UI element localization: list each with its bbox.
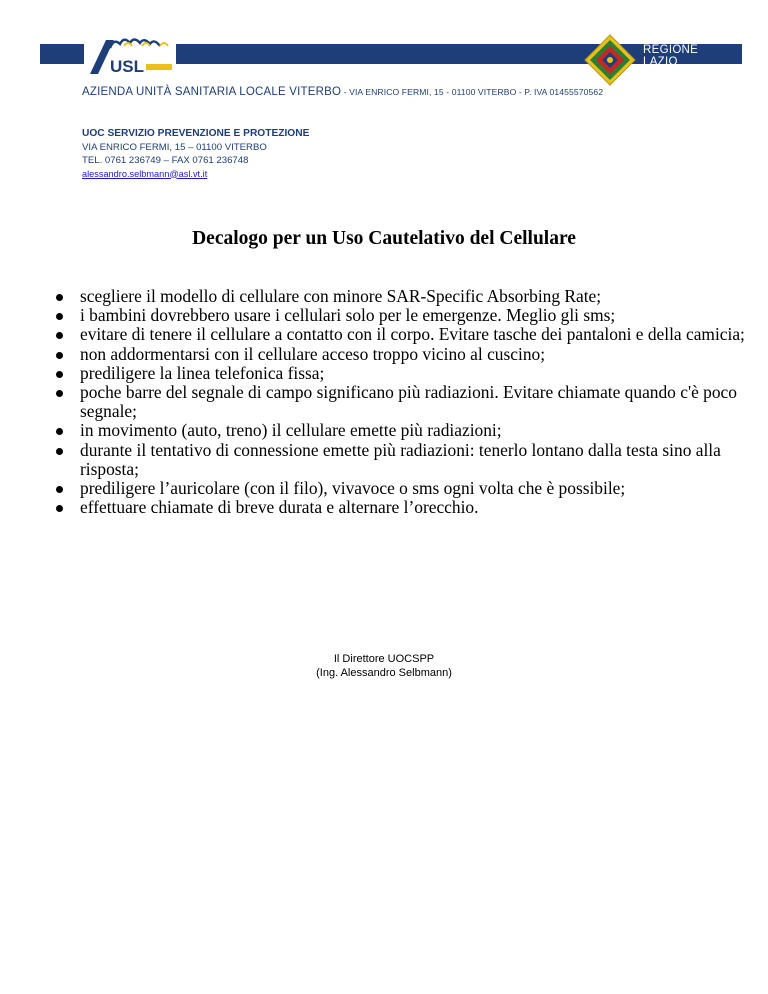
- signature-block: [0, 652, 768, 680]
- service-title: UOC SERVIZIO PREVENZIONE E PROTEZIONE: [82, 128, 310, 139]
- service-email-link[interactable]: alessandro.selbmann@asl.vt.it: [82, 168, 208, 179]
- bullet-icon: [56, 428, 63, 435]
- service-phone: TEL. 0761 236749 – FAX 0761 236748: [82, 155, 249, 166]
- asl-logo-icon: [84, 34, 176, 80]
- list-item: [52, 421, 752, 440]
- lazio-region-emblem-icon: [584, 34, 636, 86]
- bullet-icon: [56, 448, 63, 455]
- list-item: [52, 479, 752, 498]
- signature-name: (Ing. Alessandro Selbmann): [316, 667, 452, 679]
- region-line-2: LAZIO: [643, 56, 678, 68]
- bullet-icon: [56, 486, 63, 493]
- list-item: [52, 287, 752, 306]
- bullet-icon: [56, 505, 63, 512]
- list-item-text: prediligere l’auricolare (con il filo), vivavoce o sms ogni volta che è possibile;: [80, 478, 626, 499]
- list-item: [52, 441, 752, 479]
- bullet-icon: [56, 294, 63, 301]
- service-block: [82, 127, 309, 181]
- list-item-text: scegliere il modello di cellulare con minore SAR-Specific Absorbing Rate;: [80, 286, 602, 306]
- bullet-icon: [56, 371, 63, 378]
- list-item: [52, 345, 752, 364]
- document-title: Decalogo per un Uso Cautelativo del Cellulare: [192, 228, 576, 249]
- bullet-icon: [56, 352, 63, 359]
- agency-line: [82, 86, 722, 98]
- list-item-text: non addormentarsi con il cellulare acceso troppo vicino al cuscino;: [80, 343, 546, 364]
- list-item-text: poche barre del segnale di campo significano più radiazioni. Evitare chiamate quando c'è poco segnale;: [80, 382, 737, 422]
- signature-role: Il Direttore UOCSPP: [333, 653, 435, 665]
- list-item-text: in movimento (auto, treno) il cellulare emette più radiazioni;: [80, 420, 502, 441]
- agency-address: - VIA ENRICO FERMI, 15 - 01100 VITERBO - P. IVA 01455570562: [341, 87, 604, 97]
- list-item-text: i bambini dovrebbero usare i cellulari solo per le emergenze. Meglio gli sms;: [80, 305, 616, 326]
- recommendation-list: [52, 287, 752, 517]
- region-line-1: REGIONE: [643, 44, 699, 56]
- list-item: [52, 364, 752, 383]
- list-item: [52, 498, 752, 517]
- list-item-text: evitare di tenere il cellulare a contatto con il corpo. Evitare tasche dei pantaloni e della camicia;: [80, 324, 745, 345]
- list-item: [52, 383, 752, 421]
- service-address: VIA ENRICO FERMI, 15 – 01100 VITERBO: [82, 141, 267, 153]
- region-name: [643, 44, 698, 68]
- list-item: [52, 325, 752, 344]
- list-item-text: durante il tentativo di connessione emette più radiazioni: tenerlo lontano dalla testa sino alla risposta;: [80, 439, 721, 479]
- asl-logo-text: USL: [110, 57, 144, 76]
- list-item: [52, 306, 752, 325]
- header-bar-middle: [122, 44, 612, 64]
- agency-name: AZIENDA UNITÀ SANITARIA LOCALE VITERBO: [82, 86, 342, 98]
- bullet-icon: [56, 390, 63, 397]
- bullet-icon: [56, 332, 63, 339]
- list-item-text: prediligere la linea telefonica fissa;: [80, 362, 325, 383]
- bullet-icon: [56, 313, 63, 320]
- list-item-text: effettuare chiamate di breve durata e alternare l’orecchio.: [80, 497, 479, 518]
